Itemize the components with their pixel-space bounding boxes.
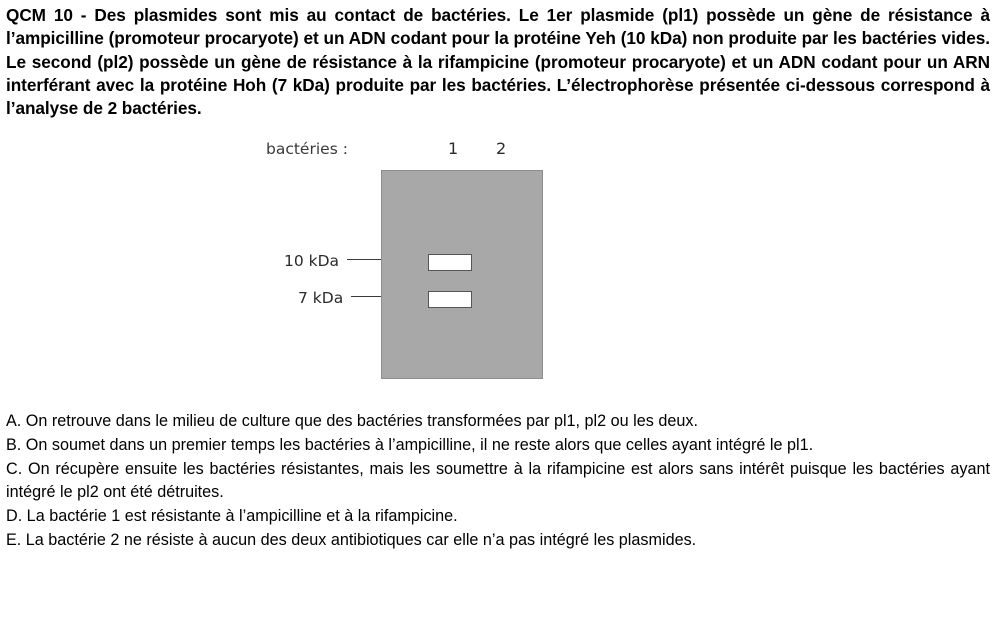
answer-option-a: A. On retrouve dans le milieu de culture que des bactéries transformées par pl1, pl2 ou les deux.: [6, 412, 698, 431]
band-lane1-10kda: [428, 254, 472, 271]
band-lane1-7kda: [428, 291, 472, 308]
figure-container: [6, 134, 990, 396]
marker-10-kda: [284, 252, 383, 270]
marker-7-kda-label: 7 kDa: [298, 289, 344, 308]
marker-10-kda-label: 10 kDa: [284, 252, 340, 271]
lane-number-1: 1: [448, 139, 459, 159]
lane-header: [266, 140, 686, 166]
gel-panel: [381, 170, 543, 379]
answer-option-b: B. On soumet dans un premier temps les bactéries à l’ampicilline, il ne reste alors que celles ayant intégré le pl1.: [6, 436, 814, 455]
marker-7-kda: [298, 289, 387, 307]
lane-number-2: 2: [496, 139, 507, 159]
answer-option-d: D. La bactérie 1 est résistante à l’ampicilline et à la rifampicine.: [6, 507, 458, 526]
answer-option-e: E. La bactérie 2 ne résiste à aucun des deux antibiotiques car elle n’a pas intégré les plasmides.: [6, 531, 697, 550]
answer-list: [6, 410, 990, 552]
marker-10-kda-tick: [347, 259, 383, 260]
answer-option-c: C. On récupère ensuite les bactéries résistantes, mais les soumettre à la rifampicine est alors sans intérêt puisque les bactéries ayant intégré le pl2 ont été détruites.: [6, 460, 990, 502]
electrophoresis-figure: [266, 134, 686, 384]
question-stem: QCM 10 - Des plasmides sont mis au contact de bactéries. Le 1er plasmide (pl1) possède un gène de résistance à l’ampicilline (promoteur procaryote) et un ADN codant pour la protéine Yeh (10 kDa) non produite par les bactéries vides. Le second (pl2) possède un gène de résistance à la rifampicine (promoteur procaryote) et un ADN codant pour un ARN interférant avec la protéine Hoh (7 kDa) produite par les bactéries. L’électrophorèse présentée ci-dessous correspond à l’analyse de 2 bactéries.: [6, 5, 990, 119]
lane-header-label: bactéries :: [266, 140, 348, 159]
